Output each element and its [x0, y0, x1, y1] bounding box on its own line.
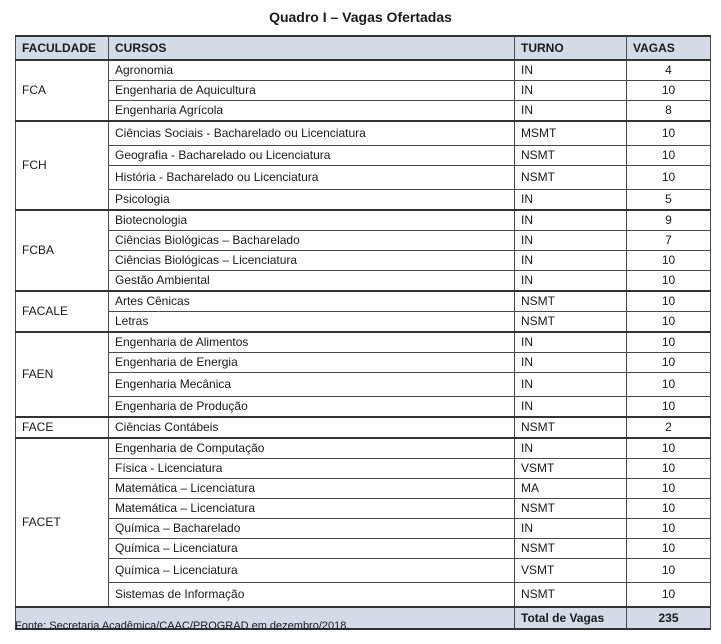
table-row: [16, 81, 711, 101]
curso-cell: Ciências Biológicas – Licenciatura: [109, 251, 515, 271]
faculdade-group: [16, 417, 711, 438]
turno-cell: IN: [515, 353, 627, 373]
turno-cell: NSMT: [515, 583, 627, 608]
table-row: [16, 559, 711, 583]
vagas-cell: 10: [627, 81, 711, 101]
faculdade-group: [16, 291, 711, 332]
table-row: [16, 190, 711, 211]
turno-cell: IN: [515, 373, 627, 397]
vagas-cell: 10: [627, 312, 711, 333]
header-cursos: CURSOS: [109, 36, 515, 60]
turno-cell: MSMT: [515, 121, 627, 146]
vagas-cell: 2: [627, 417, 711, 438]
curso-cell: Química – Licenciatura: [109, 539, 515, 559]
turno-cell: NSMT: [515, 312, 627, 333]
turno-cell: IN: [515, 251, 627, 271]
table-row: [16, 210, 711, 231]
turno-cell: IN: [515, 190, 627, 211]
table-row: [16, 479, 711, 499]
faculdade-group: [16, 438, 711, 607]
vagas-cell: 10: [627, 397, 711, 418]
curso-cell: Ciências Biológicas – Bacharelado: [109, 231, 515, 251]
curso-cell: Ciências Sociais - Bacharelado ou Licenciatura: [109, 121, 515, 146]
curso-cell: Matemática – Licenciatura: [109, 499, 515, 519]
curso-cell: Engenharia Mecânica: [109, 373, 515, 397]
table-row: [16, 583, 711, 608]
curso-cell: Engenharia Agrícola: [109, 101, 515, 122]
vagas-cell: 10: [627, 499, 711, 519]
vagas-cell: 10: [627, 559, 711, 583]
vagas-cell: 10: [627, 539, 711, 559]
turno-cell: NSMT: [515, 291, 627, 312]
curso-cell: Engenharia de Energia: [109, 353, 515, 373]
table-row: [16, 121, 711, 146]
turno-cell: NSMT: [515, 417, 627, 438]
vagas-cell: 10: [627, 291, 711, 312]
turno-cell: VSMT: [515, 559, 627, 583]
turno-cell: NSMT: [515, 499, 627, 519]
curso-cell: Psicologia: [109, 190, 515, 211]
turno-cell: IN: [515, 397, 627, 418]
faculdade-cell: FCH: [16, 121, 109, 210]
turno-cell: IN: [515, 438, 627, 459]
table-row: [16, 332, 711, 353]
curso-cell: Engenharia de Alimentos: [109, 332, 515, 353]
turno-cell: IN: [515, 271, 627, 292]
curso-cell: História - Bacharelado ou Licenciatura: [109, 166, 515, 190]
turno-cell: IN: [515, 332, 627, 353]
faculdade-group: [16, 210, 711, 291]
faculdade-cell: FACET: [16, 438, 109, 607]
vagas-cell: 10: [627, 332, 711, 353]
vagas-cell: 10: [627, 519, 711, 539]
table-row: [16, 519, 711, 539]
turno-cell: VSMT: [515, 459, 627, 479]
vagas-cell: 8: [627, 101, 711, 122]
total-value: 235: [627, 607, 711, 629]
table-row: [16, 459, 711, 479]
vagas-cell: 10: [627, 438, 711, 459]
curso-cell: Engenharia de Produção: [109, 397, 515, 418]
turno-cell: NSMT: [515, 539, 627, 559]
curso-cell: Letras: [109, 312, 515, 333]
table-row: [16, 539, 711, 559]
curso-cell: Engenharia de Computação: [109, 438, 515, 459]
turno-cell: MA: [515, 479, 627, 499]
source-note: Fonte: Secretaria Acadêmica/CAAC/PROGRAD em dezembro/2018.: [15, 620, 350, 632]
table-row: [16, 166, 711, 190]
faculdade-group: [16, 121, 711, 210]
table-row: [16, 251, 711, 271]
header-faculdade: FACULDADE: [16, 36, 109, 60]
faculdade-cell: FACALE: [16, 291, 109, 332]
curso-cell: Química – Licenciatura: [109, 559, 515, 583]
vagas-cell: 10: [627, 146, 711, 166]
turno-cell: IN: [515, 210, 627, 231]
curso-cell: Artes Cênicas: [109, 291, 515, 312]
curso-cell: Geografia - Bacharelado ou Licenciatura: [109, 146, 515, 166]
vagas-cell: 10: [627, 353, 711, 373]
faculdade-cell: FCBA: [16, 210, 109, 291]
faculdade-group: [16, 60, 711, 121]
header-vagas: VAGAS: [627, 36, 711, 60]
vagas-cell: 10: [627, 459, 711, 479]
vagas-cell: 5: [627, 190, 711, 211]
vagas-cell: 10: [627, 166, 711, 190]
vagas-cell: 10: [627, 479, 711, 499]
table-row: [16, 60, 711, 81]
table-row: [16, 373, 711, 397]
curso-cell: Matemática – Licenciatura: [109, 479, 515, 499]
table-row: [16, 397, 711, 418]
vagas-cell: 7: [627, 231, 711, 251]
curso-cell: Química – Bacharelado: [109, 519, 515, 539]
vagas-cell: 10: [627, 373, 711, 397]
vagas-table-container: [15, 35, 710, 630]
table-row: [16, 146, 711, 166]
vagas-cell: 4: [627, 60, 711, 81]
vagas-cell: 9: [627, 210, 711, 231]
vagas-cell: 10: [627, 583, 711, 608]
turno-cell: IN: [515, 519, 627, 539]
header-turno: TURNO: [515, 36, 627, 60]
vagas-cell: 10: [627, 121, 711, 146]
table-row: [16, 271, 711, 292]
turno-cell: IN: [515, 81, 627, 101]
table-row: [16, 353, 711, 373]
table-row: [16, 417, 711, 438]
table-row: [16, 438, 711, 459]
table-row: [16, 291, 711, 312]
faculdade-cell: FACE: [16, 417, 109, 438]
table-row: [16, 101, 711, 122]
curso-cell: Engenharia de Aquicultura: [109, 81, 515, 101]
turno-cell: NSMT: [515, 146, 627, 166]
curso-cell: Gestão Ambiental: [109, 271, 515, 292]
vagas-table: [15, 35, 711, 630]
table-row: [16, 231, 711, 251]
faculdade-cell: FCA: [16, 60, 109, 121]
faculdade-group: [16, 332, 711, 417]
faculdade-cell: FAEN: [16, 332, 109, 417]
curso-cell: Ciências Contábeis: [109, 417, 515, 438]
header-row: [16, 36, 711, 60]
curso-cell: Física - Licenciatura: [109, 459, 515, 479]
curso-cell: Sistemas de Informação: [109, 583, 515, 608]
curso-cell: Biotecnologia: [109, 210, 515, 231]
curso-cell: Agronomia: [109, 60, 515, 81]
table-row: [16, 499, 711, 519]
vagas-cell: 10: [627, 251, 711, 271]
total-label: Total de Vagas: [515, 607, 627, 629]
turno-cell: NSMT: [515, 166, 627, 190]
vagas-cell: 10: [627, 271, 711, 292]
table-title: Quadro I – Vagas Ofertadas: [269, 9, 452, 25]
turno-cell: IN: [515, 60, 627, 81]
turno-cell: IN: [515, 101, 627, 122]
table-row: [16, 312, 711, 333]
turno-cell: IN: [515, 231, 627, 251]
